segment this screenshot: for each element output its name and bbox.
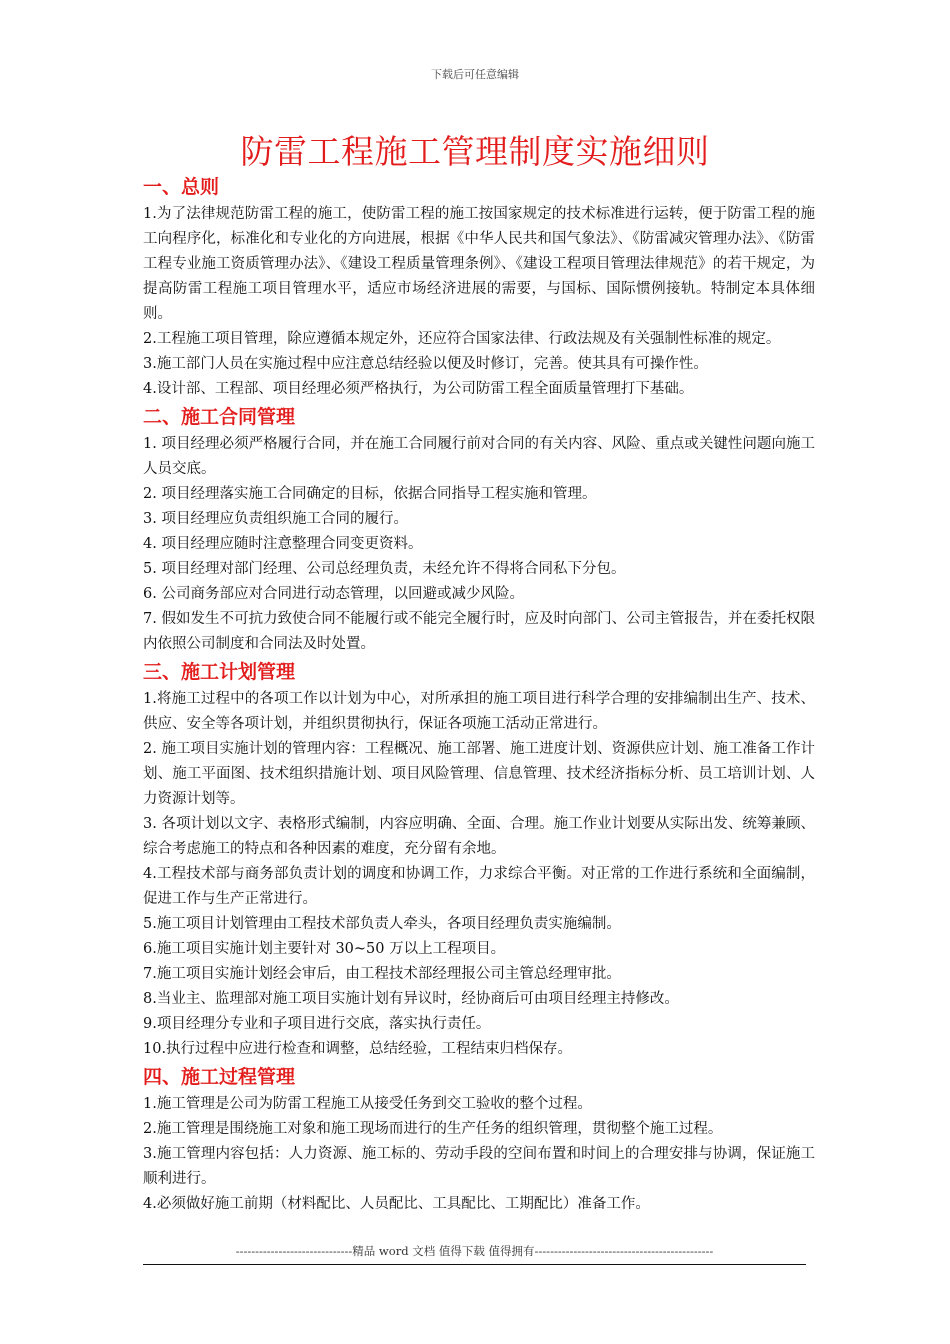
- paragraph: 2. 施工项目实施计划的管理内容：工程概况、施工部署、施工进度计划、资源供应计划、施工准备工作计划、施工平面图、技术组织措施计划、项目风险管理、信息管理、技术经济指标分析、员工培训计划、人力资源计划等。: [143, 741, 815, 807]
- paragraph: 6.施工项目实施计划主要针对 30~50 万以上工程项目。: [143, 941, 506, 957]
- section-heading: 二、施工合同管理: [143, 406, 296, 428]
- paragraph: 10.执行过程中应进行检查和调整，总结经验，工程结束归档保存。: [143, 1041, 573, 1057]
- section-heading: 四、施工过程管理: [143, 1066, 296, 1088]
- page-footer: [143, 1242, 806, 1265]
- footer-text: ------------------------------精品 word 文档 值得下载 值得拥有----------------------------------------------: [235, 1244, 714, 1258]
- section-contract-management: [143, 402, 815, 657]
- paragraph: 8.当业主、监理部对施工项目实施计划有异议时，经协商后可由项目经理主持修改。: [143, 991, 679, 1007]
- paragraph: 4.必须做好施工前期（材料配比、人员配比、工具配比、工期配比）准备工作。: [143, 1196, 650, 1212]
- paragraph: 2. 项目经理落实施工合同确定的目标，依据合同指导工程实施和管理。: [143, 486, 597, 502]
- paragraph: 3. 项目经理应负责组织施工合同的履行。: [143, 511, 408, 527]
- paragraph: 1.将施工过程中的各项工作以计划为中心，对所承担的施工项目进行科学合理的安排编制出生产、技术、供应、安全等各项计划，并组织贯彻执行，保证各项施工活动正常进行。: [143, 691, 815, 732]
- paragraph: 4. 项目经理应随时注意整理合同变更资料。: [143, 536, 423, 552]
- paragraph: 3.施工部门人员在实施过程中应注意总结经验以便及时修订，完善。使其具有可操作性。: [143, 356, 708, 372]
- paragraph: 4.工程技术部与商务部负责计划的调度和协调工作，力求综合平衡。对正常的工作进行系统和全面编制，促进工作与生产正常进行。: [143, 866, 815, 907]
- paragraph: 5. 项目经理对部门经理、公司总经理负责，未经允许不得将合同私下分包。: [143, 561, 626, 577]
- section-plan-management: [143, 657, 815, 1062]
- paragraph: 5.施工项目计划管理由工程技术部负责人牵头，各项目经理负责实施编制。: [143, 916, 621, 932]
- top-note: 下载后可任意编辑: [431, 68, 519, 81]
- section-process-management: [143, 1062, 815, 1217]
- paragraph: 7. 假如发生不可抗力致使合同不能履行或不能完全履行时，应及时向部门、公司主管报告，并在委托权限内依照公司制度和合同法及时处置。: [143, 611, 815, 652]
- section-general: [143, 172, 815, 402]
- section-heading: 一、总则: [143, 176, 220, 198]
- paragraph: 4.设计部、工程部、项目经理必须严格执行，为公司防雷工程全面质量管理打下基础。: [143, 381, 694, 397]
- section-heading: 三、施工计划管理: [143, 661, 296, 683]
- paragraph: 1. 项目经理必须严格履行合同，并在施工合同履行前对合同的有关内容、风险、重点或关键性问题向施工人员交底。: [143, 436, 815, 477]
- paragraph: 2.工程施工项目管理，除应遵循本规定外，还应符合国家法律、行政法规及有关强制性标准的规定。: [143, 331, 781, 347]
- paragraph: 1.施工管理是公司为防雷工程施工从接受任务到交工验收的整个过程。: [143, 1096, 592, 1112]
- paragraph: 2.施工管理是围绕施工对象和施工现场而进行的生产任务的组织管理，贯彻整个施工过程。: [143, 1121, 723, 1137]
- paragraph: 6. 公司商务部应对合同进行动态管理，以回避或减少风险。: [143, 586, 524, 602]
- paragraph: 9.项目经理分专业和子项目进行交底，落实执行责任。: [143, 1016, 491, 1032]
- paragraph: 7.施工项目实施计划经会审后，由工程技术部经理报公司主管总经理审批。: [143, 966, 621, 982]
- document-title: 防雷工程施工管理制度实施细则: [240, 132, 710, 171]
- footer-rule: [143, 1264, 806, 1265]
- paragraph: 3.施工管理内容包括：人力资源、施工标的、劳动手段的空间布置和时间上的合理安排与协调，保证施工顺利进行。: [143, 1146, 815, 1187]
- document-body: [143, 172, 815, 1217]
- paragraph: 1.为了法律规范防雷工程的施工，使防雷工程的施工按国家规定的技术标准进行运转，便于防雷工程的施工向程序化，标准化和专业化的方向进展，根据《中华人民共和国气象法》、《防雷减灾管理办法》、《防雷工程专业施工资质管理办法》、《建设工程质量管理条例》、《建设工程项目管理法律规范》的若干规定，为提高防雷工程施工项目管理水平，适应市场经济进展的需要，与国标、国际惯例接轨。特制定本具体细则。: [143, 206, 815, 322]
- paragraph: 3. 各项计划以文字、表格形式编制，内容应明确、全面、合理。施工作业计划要从实际出发、统筹兼顾、综合考虑施工的特点和各种因素的难度，充分留有余地。: [143, 816, 815, 857]
